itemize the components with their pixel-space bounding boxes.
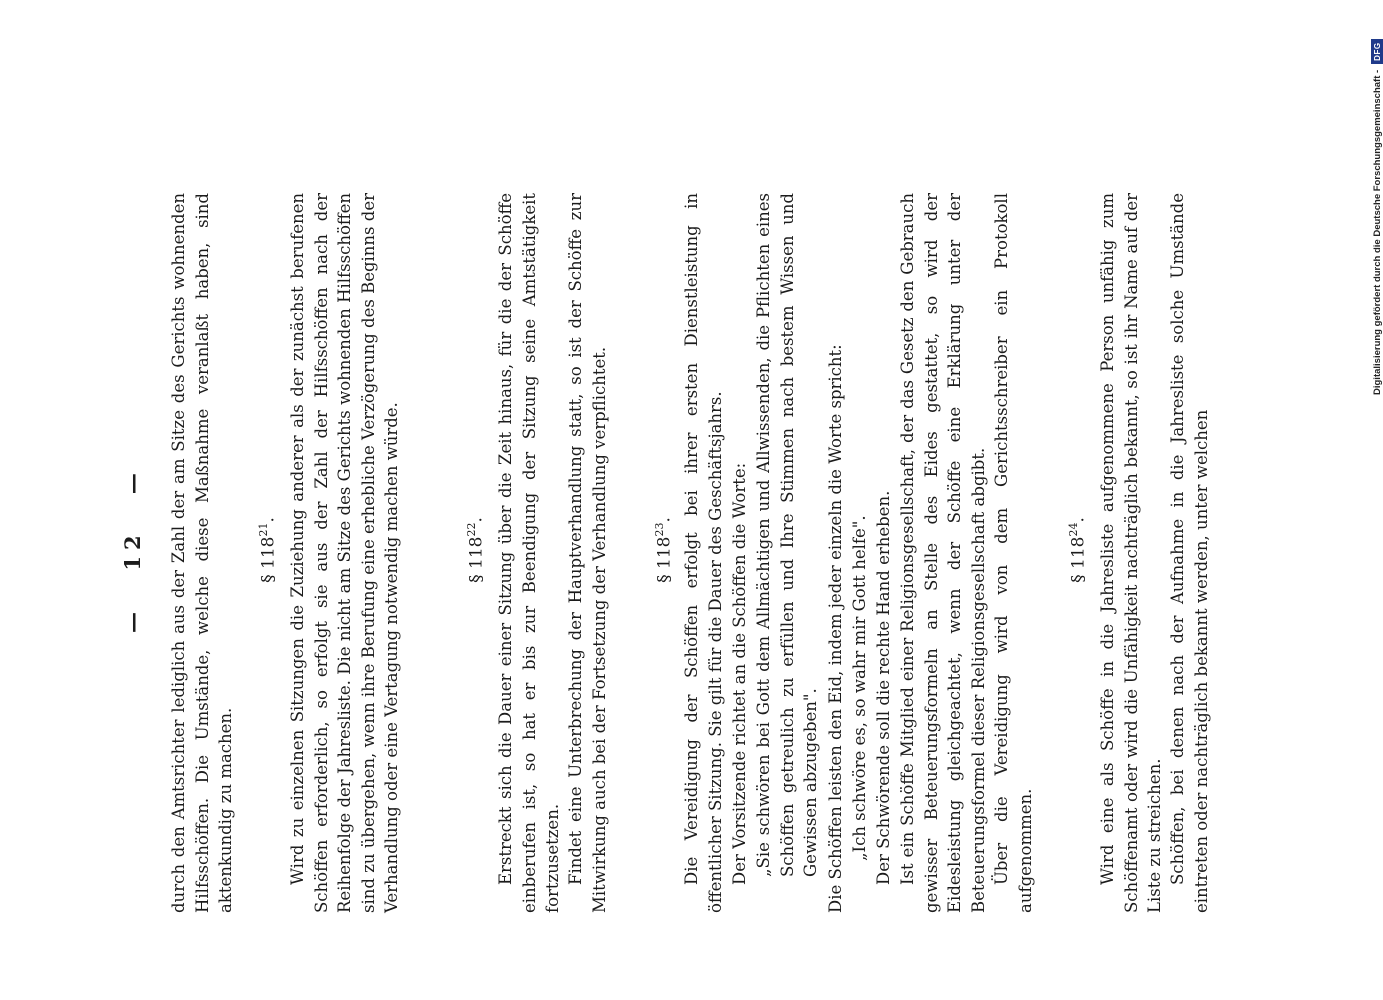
paragraph-118-23a: Die Vereidigung der Schöffen erfolgt bei ihrer ersten Dienstleistung in öffentlicher Sitzung. Sie gilt für die Dauer des Geschäftsjahrs. [682, 193, 725, 913]
section-number: § 118 [654, 536, 675, 583]
paragraph-118-23b: Der Vorsitzende richtet an die Schöffen die Worte: [730, 462, 749, 885]
section-number: § 118 [258, 536, 279, 583]
rotated-page [112, 165, 1222, 935]
oath-response: „Ich schwöre es, so wahr mir Gott helfe". [850, 515, 869, 861]
dfg-logo-icon: DFG [1371, 39, 1383, 63]
page-number: 12 [120, 529, 145, 571]
paragraph-118-23g: Ist ein Schöffe Mitglied einer Religionsgesellschaft, der das Gesetz den Gebrauch gewisser Beteuerungsformeln an Stelle des Eides gestattet, so wird der Eidesleistung gleichgeachtet, wenn der Schöffe eine Erklärung unter der Beteuerungsformel dieser Religionsgesellschaft abgibt. [898, 193, 988, 913]
section-heading-118-21: § $118^{21}$. [257, 517, 279, 583]
paragraph-118-21: Wird zu einzelnen Sitzungen die Zuziehung anderer als der zunächst berufenen Schöffen erforderlich, so erfolgt sie aus der Zahl der Hilfsschöffen nach der Reihenfolge der Jahresliste. Die nicht am Sitze des Gerichts wohnenden Hilfsschöffen sind zu übergehen, wenn ihre Berufung eine erhebliche Verzögerung des Beginns der Verhandlung oder eine Vertagung notwendig machen würde. [288, 193, 401, 913]
oath-formula: „Sie schwören bei Gott dem Allmächtigen und Allwissenden, die Pflichten eines Schöffen getreulich zu erfüllen und Ihre Stimmen nach bestem Wissen und Gewissen abzugeben". [754, 193, 820, 877]
section-heading-118-24: § $118^{24}$. [1067, 517, 1089, 583]
section-heading-118-23: § $118^{23}$. [653, 517, 675, 583]
section-superscript: 24 [1067, 522, 1080, 537]
header-dash-right: — [120, 467, 145, 495]
section-superscript: 22 [465, 522, 478, 537]
paragraph-continuation: durch den Amtsrichter lediglich aus der Zahl der am Sitze des Gerichts wohnenden Hilfsschöffen. Die Umstände, welche diese Maßnahme veranlaßt haben, sind aktenkundig zu machen. [169, 193, 235, 913]
section-number: § 118 [1068, 536, 1089, 583]
paragraph-118-23d: Die Schöffen leisten den Eid, indem jeder einzeln die Worte spricht: [826, 344, 845, 913]
section-superscript: 21 [257, 522, 270, 537]
paragraph-118-22b: Findet eine Unterbrechung der Hauptverhandlung statt, so ist der Schöffe zur Mitwirkung auch bei der Fortsetzung der Verhandlung verpflichtet. [566, 193, 609, 913]
dfg-attribution [1364, 0, 1383, 395]
paragraph-118-24a: Wird eine als Schöffe in die Jahresliste aufgenommene Person unfähig zum Schöffenamt oder wird die Unfähigkeit nachträglich bekannt, so ist ihr Name auf der Liste zu streichen. [1098, 193, 1164, 913]
section-number: § 118 [466, 536, 487, 583]
paragraph-118-23f: Der Schwörende soll die rechte Hand erheben. [874, 490, 893, 885]
section-heading-118-22: § $118^{22}$. [465, 517, 487, 583]
paragraph-118-24b: Schöffen, bei denen nach der Aufnahme in die Jahresliste solche Umstände eintreten oder nachträglich bekannt werden, unter welchen [1168, 193, 1211, 913]
paragraph-118-23h: Über die Vereidigung wird von dem Gerichtsschreiber ein Protokoll aufgenommen. [992, 193, 1035, 913]
paragraph-118-22a: Erstreckt sich die Dauer einer Sitzung über die Zeit hinaus, für die der Schöffe einberufen ist, so hat er bis zur Beendigung der Sitzung seine Amtstätigkeit fortzusetzen. [496, 193, 562, 913]
section-superscript: 23 [653, 522, 666, 537]
attribution-text: Digitalisierung gefördert durch die Deutsche Forschungsgemeinschaft - [1371, 69, 1383, 395]
page-header [120, 165, 145, 935]
header-dash-left: — [120, 605, 145, 633]
